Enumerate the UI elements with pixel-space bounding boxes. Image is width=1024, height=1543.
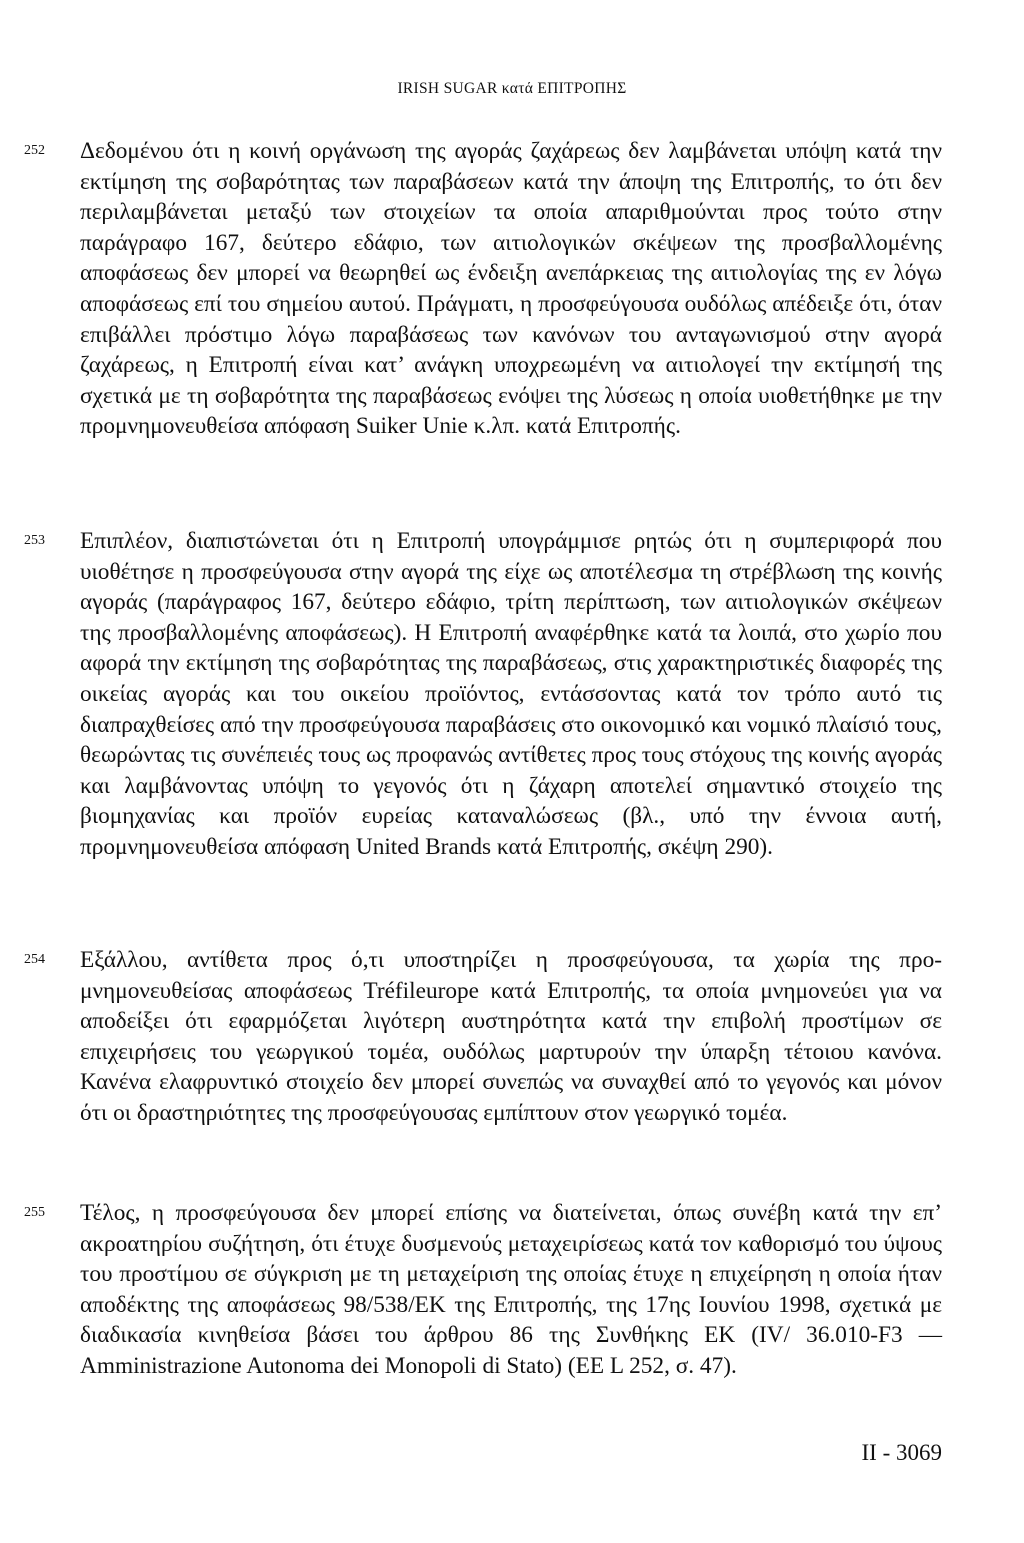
paragraph-text: Τέλος, η προσφεύγουσα δεν μπορεί επίσης να διατείνεται, όπως συνέβη κατά την επ’ ακροατηρίου συζήτηση, ότι έτυχε δυσμενούς μεταχειρίσεως κατά τον καθορισμό του ύψους του προστίμου σε σύγκριση με τη μεταχείριση της οποίας έτυχε η επιχείρηση η οποία ήταν αποδέκτης της αποφάσεως 98/538/ΕΚ της Επιτροπής, της 17ης Ιουνίου 1998, σχετικά με διαδικασία κινηθείσα βάσει του άρθρου 86 της Συνθήκης ΕΚ (IV/ 36.010-F3 — Amministrazione Autonoma dei Monopoli di Stato) (ΕΕ L 252, σ. 47). [80, 1200, 942, 1379]
paragraph-text: Δεδομένου ότι η κοινή οργάνωση της αγοράς ζαχάρεως δεν λαμβάνεται υπόψη κατά την εκτίμηση της σοβαρότητας των παραβάσεων κατά την άποψη της Επιτροπής, το ότι δεν περιλαμβάνεται μεταξύ των στοιχείων τα οποία απαριθμούνται προς τούτο στην παράγραφο 167, δεύτερο εδάφιο, των αιτιολογικών σκέψεων της προσβαλλομένης αποφάσεως δεν μπορεί να θεωρηθεί ως ένδειξη ανεπάρκειας της αιτιολογίας της εν λόγω αποφάσεως επί του σημείου αυτού. Πράγματι, η προσφεύγουσα ουδόλως απέδειξε ότι, όταν επιβάλλει πρόστιμο λόγω παραβάσεως των κανόνων του ανταγωνισμού στην αγορά ζαχάρεως, η Επιτροπή είναι κατ’ ανάγκη υποχρεωμένη να αιτιολογεί την εκτίμησή της σχετικά με τη σοβαρότητα της παραβάσεως ενόψει της λύσεως η οποία υιοθετήθηκε με την προμνημονευθείσα απόφαση Suiker Unie κ.λπ. κατά Επιτροπής. [80, 138, 942, 440]
paragraph-number: 253 [24, 533, 45, 548]
page-number: II - 3069 [861, 1440, 942, 1465]
paragraph-text: Επιπλέον, διαπιστώνεται ότι η Επιτροπή υπογράμμισε ρητώς ότι η συμπεριφορά που υιοθέτησε η προσφεύγουσα στην αγορά της είχε ως αποτέλεσμα τη στρέβλωση της κοινής αγοράς (παράγραφος 167, δεύτερο εδάφιο, τρίτη περίπτωση, των αιτιολογικών σκέψεων της προσβαλλομένης αποφάσεως). Η Επιτροπή αναφέρθηκε κατά τα λοιπά, στο χωρίο που αφορά την εκτίμηση της σοβαρότητας της παραβάσεως, στις χαρακτηριστικές διαφορές της οικείας αγοράς και του οικείου προϊόντος, εντάσσοντας κατά τον τρόπο αυτό τις διαπραχθείσες από την προσφεύγουσα παραβάσεις στο οικονομικό και νομικό πλαίσιό τους, θεωρώντας τις συνέπειές τους ως προφανώς αντίθετες προς τους στόχους της κοινής αγοράς και λαμβάνοντας υπόψη το γεγονός ότι η ζάχαρη αποτελεί σημαντικό στοιχείο της βιομηχανίας και προϊόν ευρείας καταναλώσεως (βλ., υπό την έννοια αυτή, προμνημονευθείσα απόφαση United Brands κατά Επιτροπής, σκέψη 290). [80, 528, 942, 860]
paragraph-text: Εξάλλου, αντίθετα προς ό,τι υποστηρίζει η προσφεύγουσα, τα χωρία της προμνημονευθείσας αποφάσεως Tréfileurope κατά Επιτροπής, τα οποία μνημονεύει για να αποδείξει ότι εφαρμόζεται λιγότερη αυστηρότητα κατά την επιβολή προστίμων σε επιχειρήσεις του γεωργικού τομέα, ουδόλως μαρτυρούν την ύπαρξη τέτοιου κανόνα. Κανένα ελαφρυντικό στοιχείο δεν μπορεί συνεπώς να συναχθεί από το γεγονός και μόνον ότι οι δραστηριότητες της προσφεύγουσας εμπίπτουν στον γεωργικό τομέα. [80, 947, 942, 1126]
paragraph-number: 252 [24, 143, 45, 158]
paragraph-number: 255 [24, 1205, 45, 1220]
running-header: IRISH SUGAR κατά ΕΠΙΤΡΟΠΗΣ [397, 80, 627, 97]
paragraph-number: 254 [24, 952, 45, 967]
